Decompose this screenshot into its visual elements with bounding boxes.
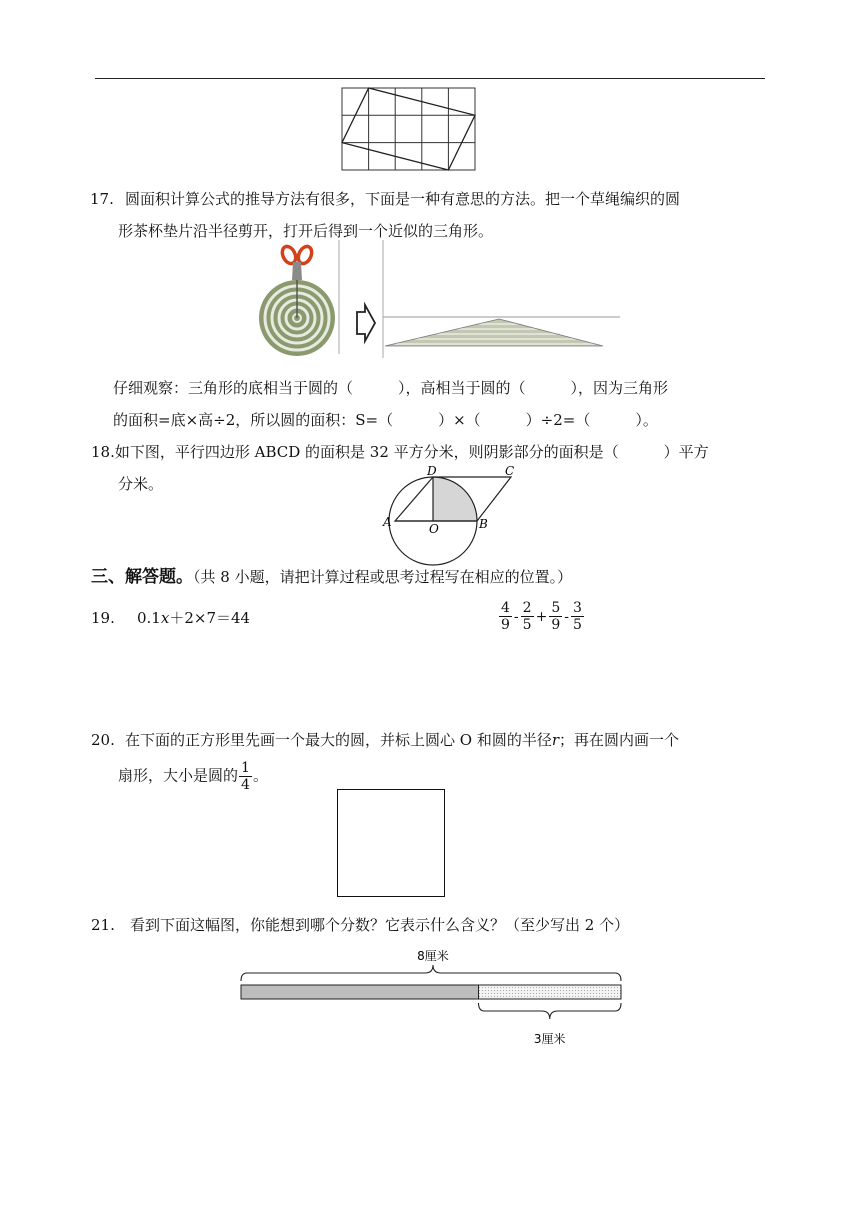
label-O: O (429, 522, 439, 536)
scissors-icon (280, 244, 314, 280)
top-brace (241, 965, 621, 981)
header-rule (95, 78, 765, 79)
fraction: $\frac{4}{9}$ (501, 600, 510, 633)
label-B: B (479, 517, 488, 531)
q17-text-line2: 形茶杯垫片沿半径剪开，打开后得到一个近似的三角形。 (118, 222, 494, 240)
q19-eq-post: ＋2×7＝44 (169, 609, 251, 627)
bar-shaded-part (241, 985, 479, 999)
q21-number: 21. (91, 916, 115, 934)
q19-eq-var: x (160, 609, 170, 627)
q19-equation (137, 608, 250, 628)
bar-dotted-part (479, 985, 622, 999)
q18-text-line1: 18.如下图，平行四边形 ABCD 的面积是 32 平方分米，则阴影部分的面积是（ ）平方 (91, 443, 709, 461)
q19-number: 19. (91, 609, 115, 627)
q20-text-line2: 扇形，大小是圆的 $\frac{1}{4}$ 。 (118, 760, 268, 793)
q20-number: 20. (91, 731, 115, 749)
q18-text-line2: 分米。 (118, 475, 164, 493)
q20-drawing-square[interactable] (337, 789, 445, 897)
q17-text-line1: 圆面积计算公式的推导方法有很多，下面是一种有意思的方法。把一个草绳编织的圆 (125, 190, 681, 208)
fraction: $\frac{5}{9}$ (551, 600, 561, 633)
section-3-note: （共 8 小题，请把计算过程或思考过程写在相应的位置。） (193, 568, 573, 586)
q17-observe-line1: 仔细观察：三角形的底相当于圆的（ ），高相当于圆的（ ），因为三角形 (113, 379, 669, 397)
section-3-heading (91, 562, 572, 587)
fraction-one-quarter: $\frac{1}{4}$ (241, 760, 250, 793)
grid-parallelogram-figure (340, 86, 478, 172)
arrow-right-icon (357, 305, 375, 341)
q18-figure (375, 466, 525, 566)
q19-fraction-expression: $\frac{4}{9}$ - $\frac{2}{5}$ + $\frac{5}{9}$ - $\frac{3}{5}$ (501, 600, 582, 633)
q17-figure (255, 238, 625, 363)
label-C: C (505, 466, 515, 478)
unrolled-triangle (385, 319, 603, 346)
q20-text-line1: 在下面的正方形里先画一个最大的圆，并标上圆心 O 和圆的半径r；再在圆内画一个 (125, 731, 680, 749)
q17-observe-line2: 的面积=底×高÷2，所以圆的面积：S=（ ）×（ ）÷2=（ ）。 (113, 411, 658, 429)
label-D: D (427, 466, 437, 478)
bottom-brace (479, 1003, 622, 1019)
q17-number: 17. (90, 190, 114, 208)
fraction: $\frac{3}{5}$ (572, 600, 582, 633)
part-length-label: 3厘米 (533, 1032, 566, 1046)
q21-figure (235, 944, 630, 1052)
coaster-icon (259, 280, 335, 356)
section-3-title: 三、解答题。 (91, 567, 193, 587)
q19-eq-pre: 0.1 (137, 609, 161, 627)
fraction: $\frac{2}{5}$ (522, 600, 532, 633)
label-A: A (383, 515, 392, 529)
total-length-label: 8厘米 (417, 949, 449, 963)
q21-text: 看到下面这幅图，你能想到哪个分数？它表示什么含义？（至少写出 2 个） (130, 916, 630, 934)
